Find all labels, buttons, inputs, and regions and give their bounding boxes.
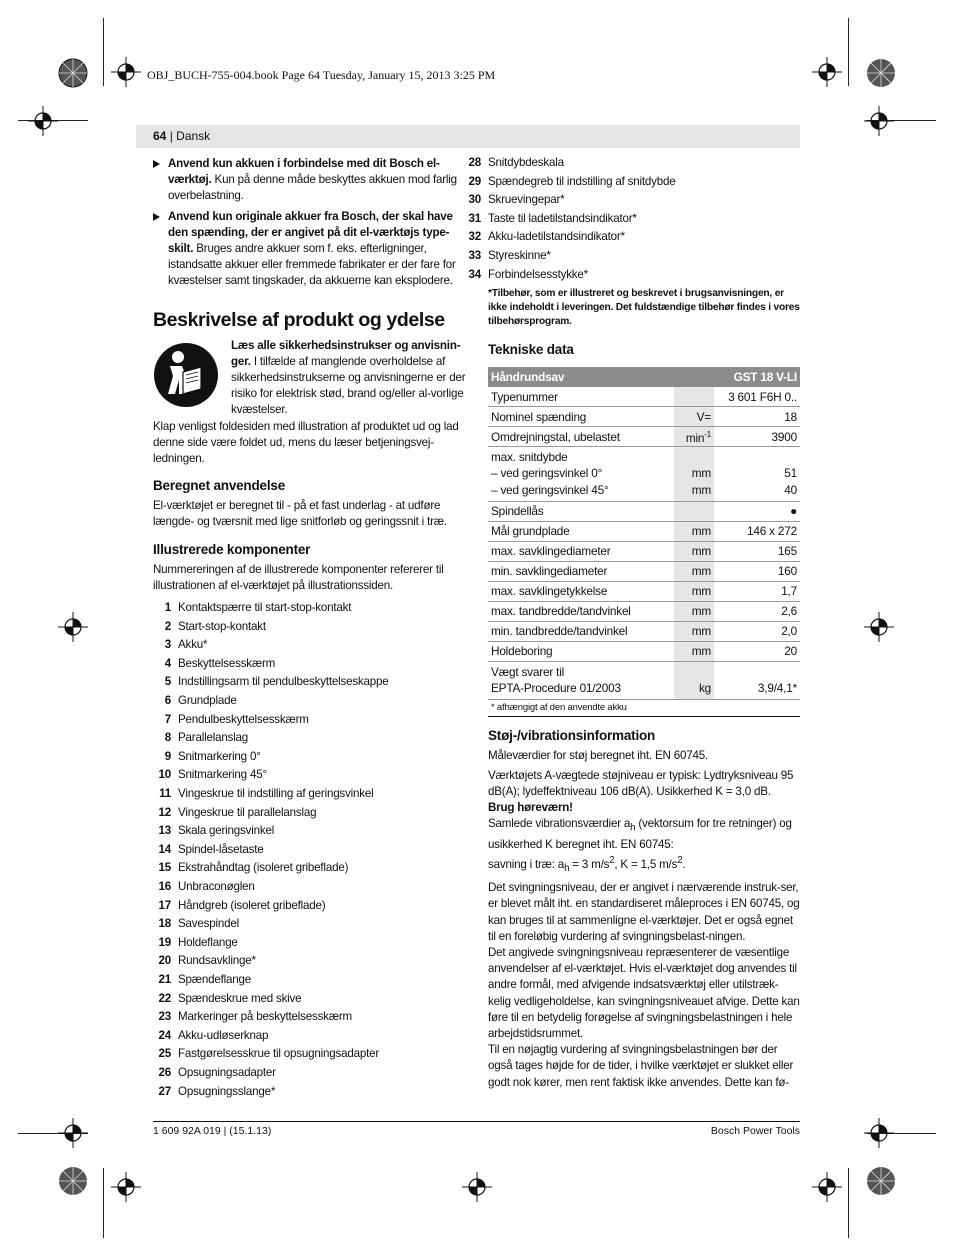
item-number: 13	[158, 824, 171, 838]
noise-heading: Støj-/vibrationsinformation	[488, 728, 656, 744]
table-cell-unit: mm	[674, 641, 714, 661]
page-header: 64 | Dansk	[153, 129, 211, 143]
item-label: Grundplade	[178, 694, 237, 708]
table-cell-label: Holdeboring	[488, 641, 674, 661]
item-number: 34	[468, 267, 481, 281]
list-item	[463, 266, 800, 285]
vibration-paragraph: Til en nøjagtig vurdering af svingningsbelastningen bør der også tages højde for de tider, i hvilke værktøjet er slukket eller godt nok kører, men rent faktisk ikke anvendes. Dette kan fø-	[488, 1043, 794, 1089]
list-item	[153, 804, 466, 823]
table-cell-unit: mm	[674, 482, 714, 502]
table-cell-label: – ved geringsvinkel 0°	[491, 466, 603, 481]
table-cell-label: – ved geringsvinkel 45°	[488, 482, 674, 502]
crosshair-icon	[864, 612, 894, 642]
item-label: Pendulbeskyttelsesskærm	[178, 712, 309, 726]
list-item	[463, 228, 800, 247]
list-item	[153, 1045, 466, 1064]
table-cell-unit	[674, 501, 714, 521]
table-cell-value: 2,0	[714, 621, 800, 641]
item-number: 22	[158, 991, 171, 1005]
item-label: Holdeflange	[178, 935, 238, 949]
fold-text: Klap venligst foldesiden med illustration af produktet ud og lad denne side være foldet ud, mens du læser betjeningsvej-ledningen.	[153, 419, 459, 466]
table-row	[488, 581, 800, 601]
list-item	[153, 618, 466, 637]
components-heading: Illustrerede komponenter	[153, 541, 311, 557]
table-cell-label: min. savklingediameter	[488, 561, 674, 581]
list-item	[153, 878, 466, 897]
table-row	[488, 601, 800, 621]
item-number: 29	[468, 174, 481, 188]
list-item	[153, 599, 466, 618]
table-cell-label: Vægt svarer til	[491, 664, 565, 679]
table-cell-label: Spindellås	[488, 501, 674, 521]
table-cell-unit: mm	[674, 521, 714, 541]
table-cell-unit: $\min^{-1}$	[674, 427, 714, 447]
list-item	[153, 636, 466, 655]
table-cell-unit: V=	[674, 407, 714, 427]
hearing-protection: Brug høreværn!	[488, 800, 573, 814]
table-cell-unit	[674, 387, 714, 407]
item-label: Skala geringsvinkel	[178, 824, 275, 838]
item-number: 23	[158, 1010, 171, 1024]
table-cell-label: Mål grundplade	[488, 521, 674, 541]
table-cell-value: 1,7	[714, 581, 800, 601]
table-row	[488, 465, 800, 481]
item-label: Akku-ladetilstandsindikator*	[488, 230, 625, 244]
table-header-model: GST 18 V-LI	[714, 367, 800, 387]
table-cell-value: 40	[714, 482, 800, 502]
table-footnote: * afhængigt af den anvendte akku	[488, 700, 800, 717]
list-item	[463, 173, 800, 192]
table-row	[488, 621, 800, 641]
table-cell-label: Nominel spænding	[488, 407, 674, 427]
tech-data-table	[488, 367, 800, 700]
item-number: 19	[158, 935, 171, 949]
table-row	[488, 641, 800, 661]
footer-doc-number: 1 609 92A 019 | (15.1.13)	[153, 1125, 272, 1137]
table-cell-value: 18	[714, 407, 800, 427]
item-number: 1	[164, 601, 171, 615]
crop-mark	[848, 18, 849, 86]
item-number: 30	[468, 193, 481, 207]
item-label: Akku*	[178, 638, 208, 652]
table-cell-label: Typenummer	[488, 387, 674, 407]
table-cell-value: 3,9/4,1*	[714, 680, 800, 700]
item-number: 12	[158, 805, 171, 819]
crop-mark	[103, 18, 104, 86]
table-cell-unit: mm	[674, 465, 714, 481]
table-row	[488, 407, 800, 427]
list-item	[153, 841, 466, 860]
table-row	[488, 541, 800, 561]
list-item	[463, 247, 800, 266]
table-row	[488, 447, 800, 466]
item-label: Opsugningsadapter	[178, 1065, 276, 1079]
table-cell-value: 2,6	[714, 601, 800, 621]
registration-target-icon	[55, 1163, 91, 1199]
item-label: Start-stop-kontakt	[178, 619, 266, 633]
table-cell-label: min. tandbredde/tandvinkel	[488, 621, 674, 641]
footer-brand: Bosch Power Tools	[710, 1125, 800, 1137]
registration-target-icon	[55, 55, 91, 91]
crop-mark	[103, 1168, 104, 1238]
component-list	[463, 154, 800, 284]
list-item	[463, 210, 800, 229]
list-item	[153, 711, 466, 730]
table-cell-value: 160	[714, 561, 800, 581]
item-number: 15	[158, 861, 171, 875]
vibration-paragraph: Det svingningsniveau, der er angivet i nærværende instruk-ser, er blevet målt iht. en standardiseret måleproces i EN 60745, og kan bruges til at sammenligne el-værktøjer. Det er også egnet til en foreløbig vurdering af svingningsbelast-ningen.	[488, 881, 800, 943]
table-header-label: Håndrundsav	[488, 367, 714, 387]
table-cell-value: ●	[714, 501, 800, 521]
item-label: Snitdybdeskala	[488, 156, 564, 169]
table-row	[488, 680, 800, 700]
table-cell-unit: mm	[674, 621, 714, 641]
vibration-value: savning i træ: $a_h = 3$ $m/s^2$, K = 1,5 $m/s^2$.	[488, 854, 686, 874]
list-item	[153, 1064, 466, 1083]
list-item	[153, 934, 466, 953]
component-list	[153, 599, 466, 1101]
table-cell-value: 146 x 272	[714, 521, 800, 541]
table-cell-label: max. tandbredde/tandvinkel	[488, 601, 674, 621]
bullet-triangle-icon	[153, 213, 160, 221]
list-item	[153, 673, 466, 692]
item-number: 6	[164, 694, 171, 708]
tech-data-heading: Tekniske data	[488, 342, 574, 358]
table-row	[488, 561, 800, 581]
header-bar	[136, 125, 800, 148]
table-row	[488, 501, 800, 521]
list-item	[153, 990, 466, 1009]
item-label: Rundsavklinge*	[178, 954, 256, 968]
registration-target-icon	[863, 1163, 899, 1199]
warning-block: Læs alle sikkerhedsinstrukser og anvisnin-ger. I tilfælde af manglende overholdelse af sikkerhedsinstrukserne og anvisningerne er der risiko for elektrisk stød, brand og/eller al-vorlige kvæstelser.	[153, 338, 466, 419]
crosshair-icon	[812, 1172, 842, 1202]
safety-bullet: Anvend kun originale akkuer fra Bosch, der skal have den spænding, der er angivet på dit el-værktøjs type-skilt. Bruges andre akkuer som f. eks. efterligninger, istandsatte akkuer eller fremmede fabrikater er der fare for kvæstelser samt tingskader, da akkuerne kan eksplodere.	[153, 209, 466, 290]
list-item	[153, 971, 466, 990]
table-cell-label: max. savklingediameter	[488, 541, 674, 561]
item-number: 25	[158, 1047, 171, 1061]
item-label: Spændegreb til indstilling af snitdybde	[488, 174, 676, 188]
list-item	[153, 952, 466, 971]
table-cell-unit: mm	[674, 541, 714, 561]
item-number: 18	[158, 917, 171, 931]
crosshair-icon	[864, 106, 894, 136]
item-label: Vingeskrue til parallelanslag	[178, 805, 317, 819]
item-label: Unbraconøglen	[178, 879, 255, 893]
item-label: Fastgørelsesskrue til opsugningsadapter	[178, 1047, 379, 1061]
crosshair-icon	[58, 1118, 88, 1148]
table-cell-unit: mm	[674, 561, 714, 581]
item-label: Kontaktspærre til start-stop-kontakt	[178, 601, 352, 615]
table-cell-value: 51	[784, 466, 797, 481]
left-column	[153, 156, 466, 1101]
item-label: Spændeskrue med skive	[178, 991, 302, 1005]
item-number: 11	[159, 787, 171, 800]
noise-text: Værktøjets A-vægtede støjniveau er typisk: Lydtryksniveau 95 dB(A); lydeffektniveau 106 dB(A). Usikkerhed K = 3,0 dB.	[488, 768, 794, 798]
table-cell-value: 165	[714, 541, 800, 561]
item-number: 3	[164, 638, 171, 652]
item-label: Parallelanslag	[178, 731, 249, 745]
list-item	[153, 692, 466, 711]
item-label: Savespindel	[178, 917, 239, 931]
components-intro: Nummereringen af de illustrerede komponenter refererer til illustrationen af el-værktøjet på illustrationssiden.	[153, 562, 444, 592]
vibration-text: Samlede vibrationsværdier $a_h$ (vektorsum for tre retninger) og usikkerhed K beregnet iht. EN 60745:	[488, 817, 792, 851]
item-label: Spindel-låsetaste	[178, 842, 264, 856]
table-cell-unit: kg	[674, 680, 714, 700]
item-label: Markeringer på beskyttelsesskærm	[178, 1010, 353, 1024]
list-item	[153, 1027, 466, 1046]
item-number: 8	[164, 731, 171, 745]
print-slug: OBJ_BUCH-755-004.book Page 64 Tuesday, January 15, 2013 3:25 PM	[147, 68, 496, 82]
item-number: 20	[158, 954, 171, 968]
table-cell-unit	[674, 447, 714, 466]
item-label: Indstillingsarm til pendulbeskyttelseskappe	[178, 675, 389, 689]
table-cell-unit	[674, 661, 714, 680]
item-number: 4	[164, 656, 171, 670]
item-number: 26	[158, 1065, 171, 1079]
crosshair-icon	[111, 1172, 141, 1202]
table-cell-label: EPTA-Procedure 01/2003	[488, 680, 674, 700]
list-item	[153, 729, 466, 748]
table-cell-value: 3 601 F6H 0..	[714, 387, 800, 407]
section-name: Dansk	[176, 129, 211, 143]
table-cell-label: max. savklingetykkelse	[488, 581, 674, 601]
vibration-paragraph: Det angivede svingningsniveau repræsenterer de væsentlige anvendelser af el-værktøjet. Hvis el-værktøjet dog anvendes til andre formål, med afvigende indsatsværktøj eller utilstræk-kelig vedligeholdelse, kan svingningsniveauet afvige. Dette kan føre til en betydelig forøgelse af svingningsbelastningen i hele arbejdstidsrummet.	[488, 946, 800, 1041]
item-number: 10	[158, 768, 171, 782]
intended-use-heading: Beregnet anvendelse	[153, 478, 286, 494]
item-number: 2	[164, 619, 171, 633]
list-item	[153, 766, 466, 785]
crosshair-icon	[864, 1118, 894, 1148]
list-item	[153, 822, 466, 841]
item-label: Beskyttelsesskærm	[178, 656, 276, 670]
crosshair-icon	[812, 57, 842, 87]
page-number: 64	[153, 129, 167, 143]
read-manual-icon	[153, 342, 219, 408]
table-header-row	[488, 367, 800, 387]
item-number: 7	[164, 712, 171, 726]
table-cell-unit: mm	[674, 581, 714, 601]
list-item	[153, 655, 466, 674]
item-label: Spændeflange	[178, 972, 252, 986]
item-label: Forbindelsesstykke*	[488, 267, 588, 281]
table-row	[488, 427, 800, 447]
item-label: Taste til ladetilstandsindikator*	[488, 211, 637, 225]
item-label: Opsugningsslange*	[178, 1084, 276, 1098]
accessory-note: *Tilbehør, som er illustreret og beskrevet i brugsanvisningen, er ikke indeholdt i leveringen. Det fuldstændige tilbehør findes i vores tilbehørsprogram.	[488, 288, 800, 328]
crop-mark	[848, 1168, 849, 1238]
list-item	[153, 897, 466, 916]
item-number: 14	[158, 842, 171, 856]
item-label: Håndgreb (isoleret gribeflade)	[178, 898, 326, 912]
list-item	[153, 1008, 466, 1027]
list-item	[153, 915, 466, 934]
right-column	[468, 154, 800, 1091]
item-number: 24	[158, 1028, 171, 1042]
item-number: 9	[164, 749, 171, 763]
list-item	[153, 859, 466, 878]
crosshair-icon	[58, 612, 88, 642]
table-row	[488, 521, 800, 541]
item-number: 31	[468, 211, 481, 225]
list-item	[153, 785, 466, 804]
item-number: 16	[158, 879, 171, 893]
table-cell-value: 3900	[714, 427, 800, 447]
item-label: Vingeskrue til indstilling af geringsvinkel	[178, 787, 374, 800]
item-label: Snitmarkering 45°	[178, 768, 267, 782]
footer-rule	[153, 1121, 800, 1122]
crosshair-icon	[462, 1172, 492, 1202]
crosshair-icon	[28, 106, 58, 136]
list-item	[153, 1083, 466, 1102]
table-cell-value	[714, 661, 800, 680]
list-item	[153, 748, 466, 767]
item-label: Snitmarkering 0°	[178, 749, 261, 763]
table-row	[488, 661, 800, 680]
item-number: 28	[468, 156, 481, 169]
section-title: Beskrivelse af produkt og ydelse	[153, 308, 445, 331]
safety-bullet: Anvend kun akkuen i forbindelse med dit Bosch el-værktøj. Kun på denne måde beskyttes akkuen mod farlig overbelastning.	[153, 156, 466, 205]
table-cell-value	[714, 447, 800, 466]
bullet-triangle-icon	[153, 160, 160, 168]
table-cell-value: 20	[714, 641, 800, 661]
item-number: 17	[158, 898, 171, 912]
list-item	[463, 191, 800, 210]
registration-target-icon	[863, 55, 899, 91]
table-row	[488, 482, 800, 502]
item-number: 5	[164, 675, 171, 689]
table-cell-label: Omdrejningstal, ubelastet	[488, 427, 674, 447]
item-label: Ekstrahåndtag (isoleret gribeflade)	[178, 861, 349, 875]
table-cell-unit: mm	[674, 601, 714, 621]
intended-use-text: El-værktøjet er beregnet til - på et fast underlag - at udføre længde- og tværsnit med lige snitforløb og geringssnit i træ.	[153, 499, 447, 529]
item-number: 27	[158, 1084, 171, 1098]
item-number: 33	[468, 248, 481, 262]
item-number: 21	[158, 972, 171, 986]
table-row	[488, 387, 800, 407]
item-label: Skruevingepar*	[488, 193, 565, 207]
table-cell-label: max. snitdybde	[491, 450, 568, 465]
item-number: 32	[468, 230, 481, 244]
crosshair-icon	[111, 57, 141, 87]
item-label: Akku-udløserknap	[178, 1028, 269, 1042]
item-label: Styreskinne*	[488, 248, 551, 262]
noise-text: Måleværdier for støj beregnet iht. EN 60745.	[488, 749, 708, 763]
list-item	[463, 154, 800, 173]
